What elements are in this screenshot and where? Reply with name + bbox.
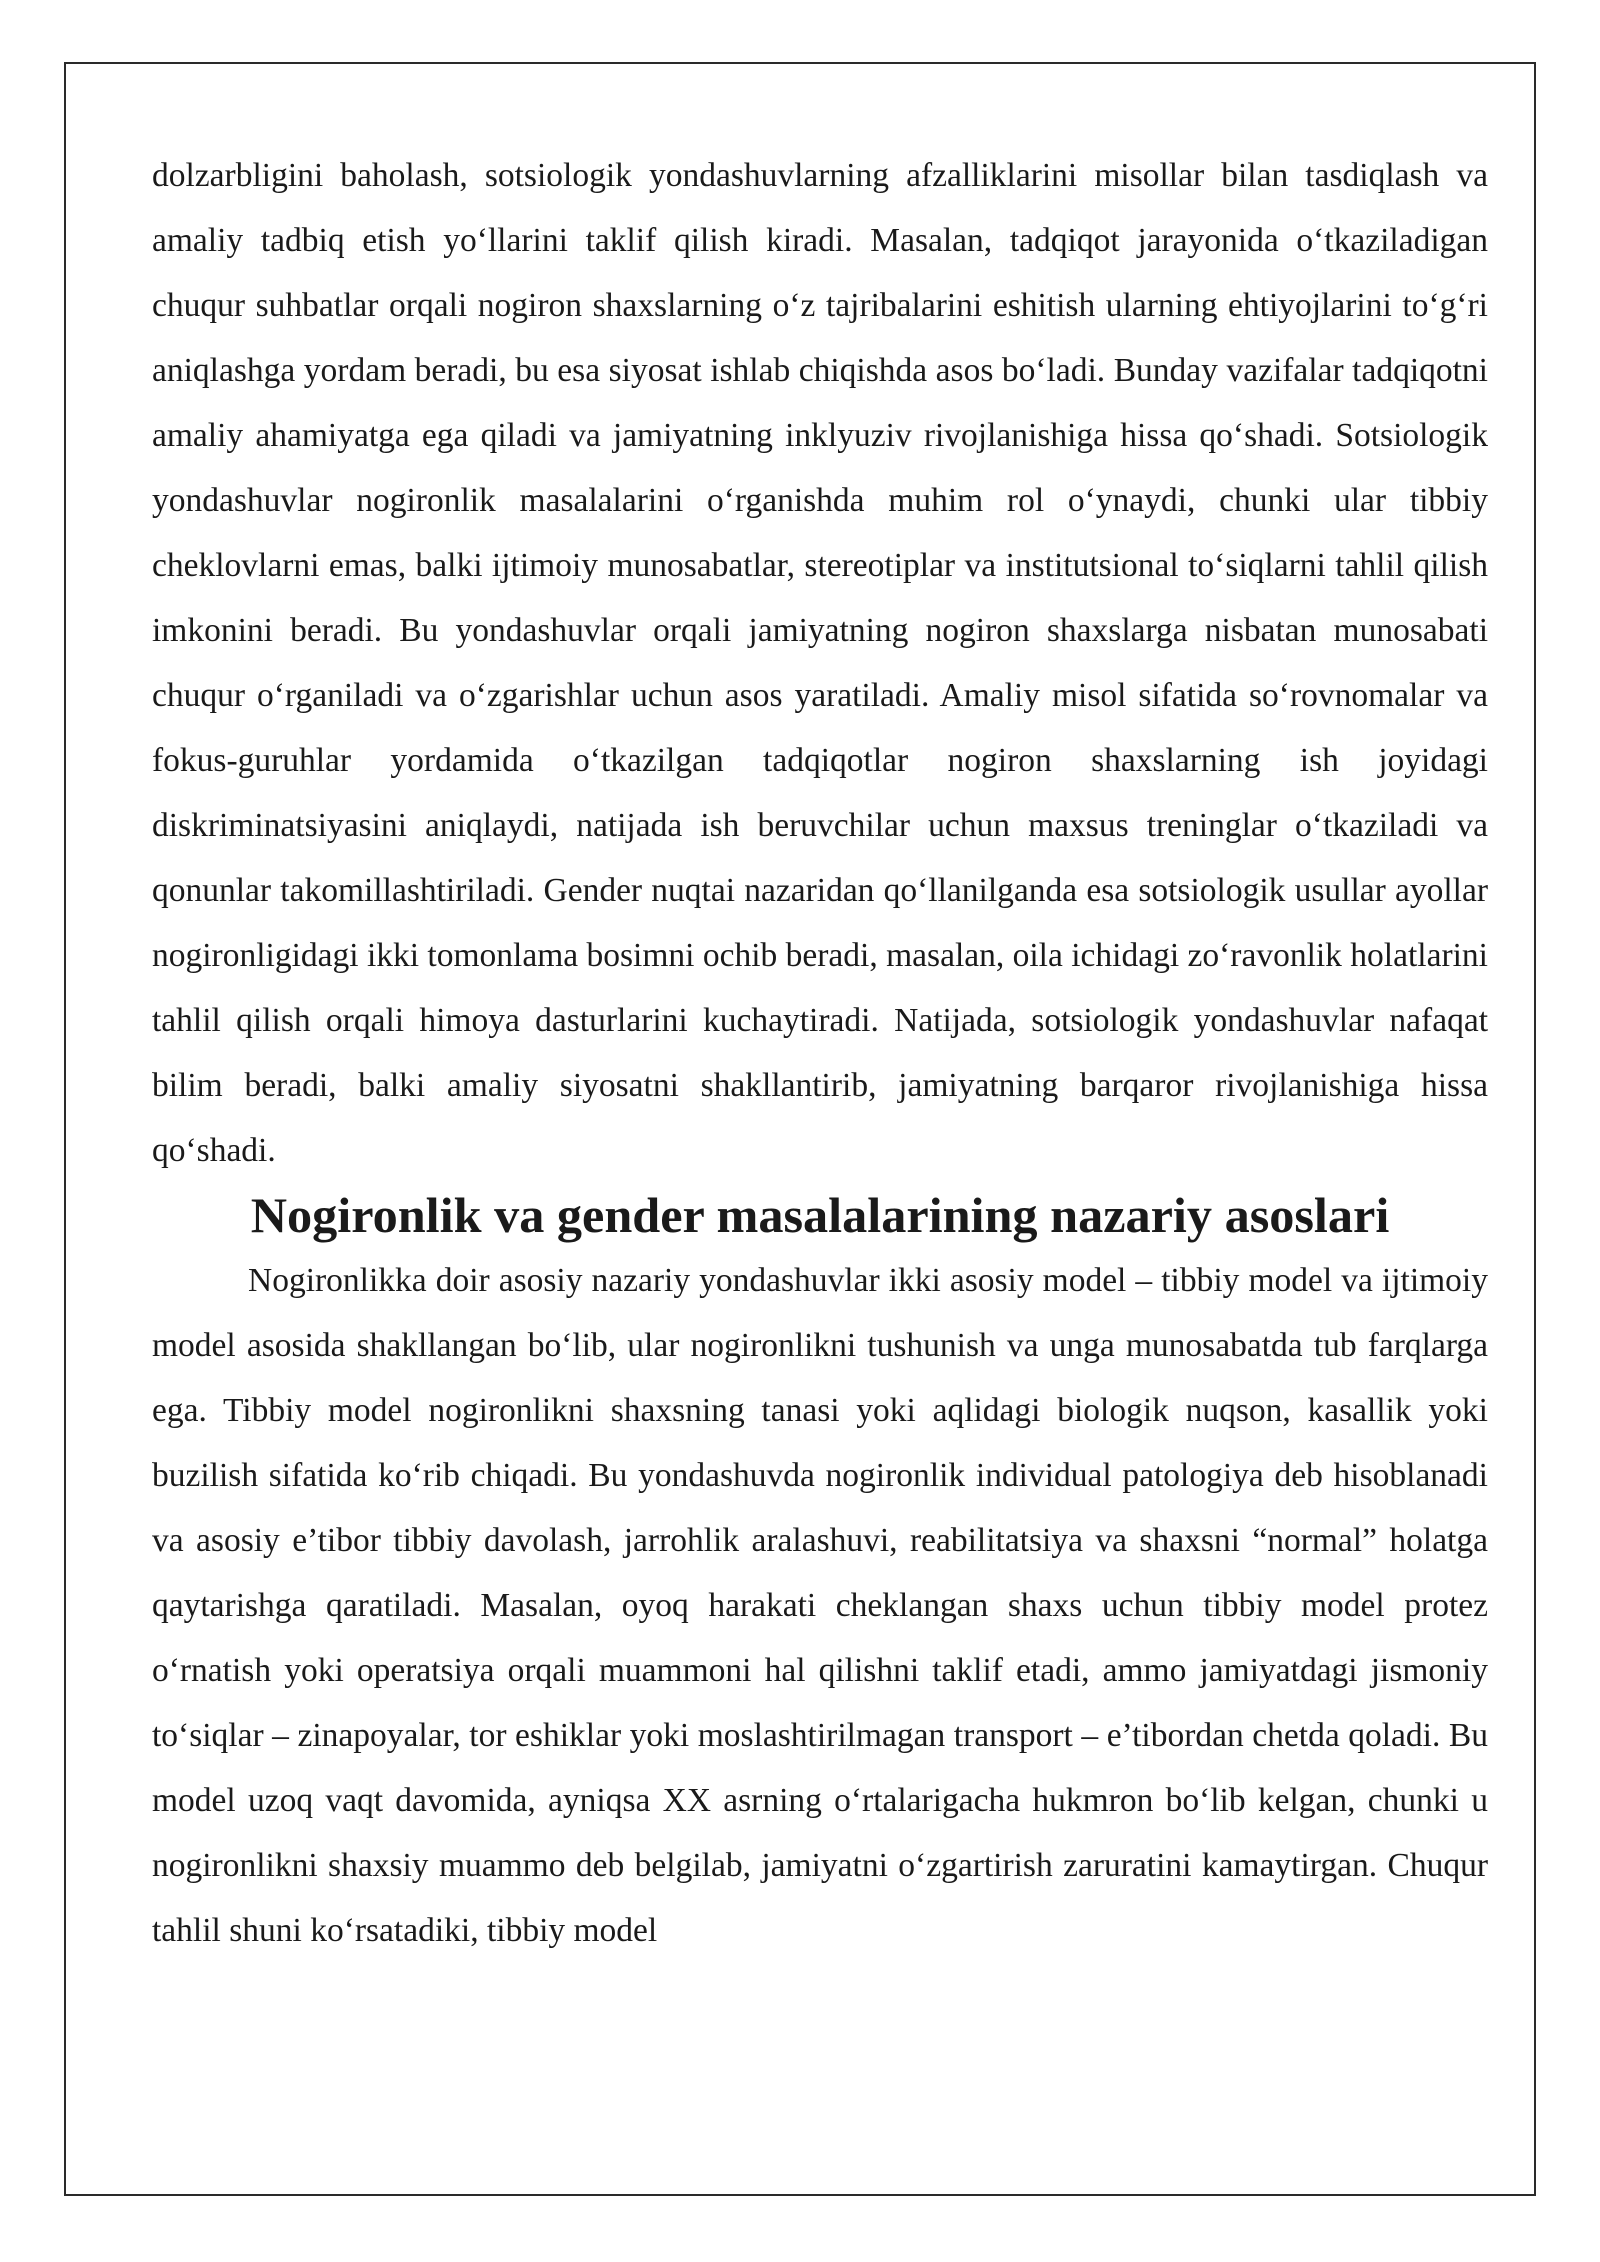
section-heading: Nogironlik va gender masalalarining nazariy asoslari	[250, 1187, 1390, 1243]
body-paragraph: Nogironlikka doir asosiy nazariy yondashuvlar ikki asosiy model – tibbiy model va ijtimoiy model asosida shakllangan bo‘lib, ular nogironlikni tushunish va unga munosabatda tub farqlarga ega. Tibbiy model nogironlikni shaxsning tanasi yoki aqlidagi biologik nuqson, kasallik yoki buzilish sifatida ko‘rib chiqadi. Bu yondashuvda nogironlik individual patologiya deb hisoblanadi va asosiy e’tibor tibbiy davolash, jarrohlik aralashuvi, reabilitatsiya va shaxsni “normal” holatga qaytarishga qaratiladi. Masalan, oyoq harakati cheklangan shaxs uchun tibbiy model protez o‘rnatish yoki operatsiya orqali muammoni hal qilishni taklif etadi, ammo jamiyatdagi jismoniy to‘siqlar – zinapoyalar, tor eshiklar yoki moslashtirilmagan transport – e’tibordan chetda qoladi. Bu model uzoq vaqt davomida, ayniqsa XX asrning o‘rtalarigacha hukmron bo‘lib kelgan, chunki u nogironlikni shaxsiy muammo deb belgilab, jamiyatni o‘zgartirish zaruratini kamaytirgan. Chuqur tahlil shuni ko‘rsatadiki, tibbiy model	[152, 1262, 1488, 1949]
document-body	[152, 143, 1488, 1963]
body-paragraph: dolzarbligini baholash, sotsiologik yondashuvlarning afzalliklarini misollar bilan tasdiqlash va amaliy tadbiq etish yo‘llarini taklif qilish kiradi. Masalan, tadqiqot jarayonida o‘tkaziladigan chuqur suhbatlar orqali nogiron shaxslarning o‘z tajribalarini eshitish ularning ehtiyojlarini to‘g‘ri aniqlashga yordam beradi, bu esa siyosat ishlab chiqishda asos bo‘ladi. Bunday vazifalar tadqiqotni amaliy ahamiyatga ega qiladi va jamiyatning inklyuziv rivojlanishiga hissa qo‘shadi. Sotsiologik yondashuvlar nogironlik masalalarini o‘rganishda muhim rol o‘ynaydi, chunki ular tibbiy cheklovlarni emas, balki ijtimoiy munosabatlar, stereotiplar va institutsional to‘siqlarni tahlil qilish imkonini beradi. Bu yondashuvlar orqali jamiyatning nogiron shaxslarga nisbatan munosabati chuqur o‘rganiladi va o‘zgarishlar uchun asos yaratiladi. Amaliy misol sifatida so‘rovnomalar va fokus-guruhlar yordamida o‘tkazilgan tadqiqotlar nogiron shaxslarning ish joyidagi diskriminatsiyasini aniqlaydi, natijada ish beruvchilar uchun maxsus treninglar o‘tkaziladi va qonunlar takomillashtiriladi. Gender nuqtai nazaridan qo‘llanilganda esa sotsiologik usullar ayollar nogironligidagi ikki tomonlama bosimni ochib beradi, masalan, oila ichidagi zo‘ravonlik holatlarini tahlil qilish orqali himoya dasturlarini kuchaytiradi. Natijada, sotsiologik yondashuvlar nafaqat bilim beradi, balki amaliy siyosatni shakllantirib, jamiyatning barqaror rivojlanishiga hissa qo‘shadi.	[152, 157, 1488, 1169]
